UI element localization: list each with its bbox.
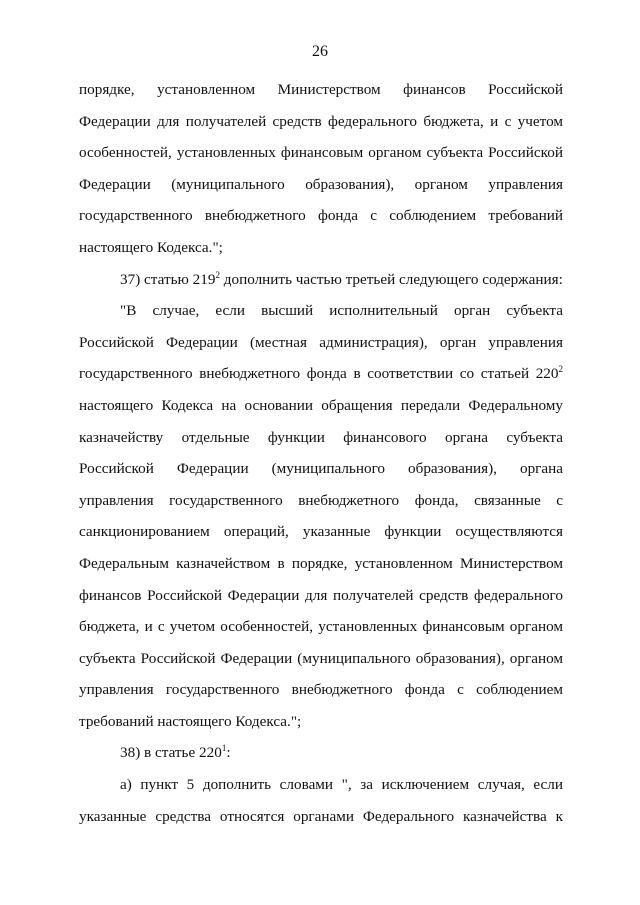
item-38-text-end: :: [226, 744, 231, 762]
quoted-part-text-start: "В случае, если высший исполнительный орган субъекта Российской Федерации (местная администрация), орган управления государственного внебюджетного фонда в соответствии со статьей 220: [79, 302, 563, 383]
page-number: 26: [312, 43, 328, 60]
item-38-superscript: 1: [221, 743, 227, 754]
quoted-part-superscript: 2: [558, 364, 563, 375]
paragraph-quoted-part: [79, 295, 563, 737]
item-37-superscript: 2: [215, 269, 220, 280]
paragraph-item-37: [79, 264, 563, 296]
item-38-text-start: 38) в статье 220: [120, 744, 222, 762]
paragraph-item-38: [79, 737, 563, 769]
document-body: [79, 74, 563, 832]
paragraph-subitem-a: а) пункт 5 дополнить словами ", за исключением случая, если указанные средства относятся органами Федерального казначейства к: [79, 776, 563, 825]
item-37-text-end: дополнить частью третьей следующего содержания:: [219, 270, 563, 288]
paragraph-continuation: порядке, установленном Министерством финансов Российской Федерации для получателей средств федерального бюджета, и с учетом особенностей, установленных финансовым органом субъекта Российской Федерации (муниципального образования), органом управления государственного внебюджетного фонда с соблюдением требований настоящего Кодекса.";: [79, 81, 563, 256]
item-37-text-start: 37) статью 219: [120, 270, 216, 288]
quoted-part-text-end: настоящего Кодекса на основании обращения передали Федеральному казначейству отдельные функции финансового органа субъекта Российской Федерации (муниципального образования), органа управления государственного внебюджетного фонда, связанные с санкционированием операций, указанные функции осуществляются Федеральным казначейством в порядке, установленном Министерством финансов Российской Федерации для получателей средств федерального бюджета, и с учетом особенностей, установленных финансовым органом субъекта Российской Федерации (муниципального образования), органом управления государственного внебюджетного фонда с соблюдением требований настоящего Кодекса.";: [79, 396, 563, 730]
